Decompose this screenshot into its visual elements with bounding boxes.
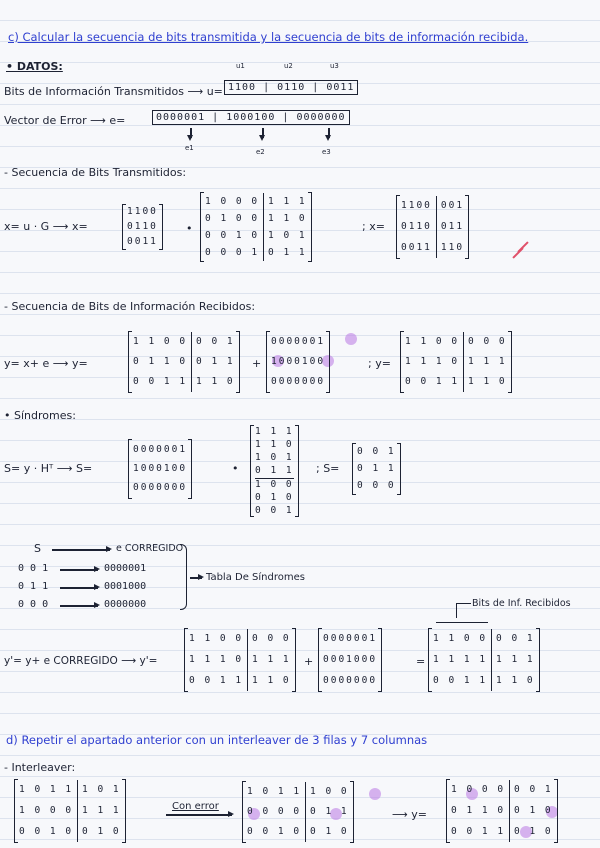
- matrix-row: 0000001: [271, 336, 326, 347]
- table-row-1-s: 0 0 1: [18, 563, 49, 574]
- syndrome-table-label: Tabla De Síndromes: [206, 572, 305, 583]
- y-matrix-2: [184, 629, 296, 691]
- matrix-row: 1 0 0: [310, 786, 349, 797]
- x-formula: x= u · G ⟶ x=: [4, 220, 88, 233]
- matrix-row: 1 1 1 1: [433, 653, 488, 665]
- matrix-row: 1 0 1 1: [19, 784, 74, 796]
- y-matrix: [400, 332, 512, 392]
- matrix-row: 1 0 1: [82, 784, 121, 796]
- e-block-1: 0000001: [156, 112, 206, 123]
- table-row-3-s: 0 0 0: [18, 599, 49, 610]
- received-info-bits-label: Bits de Inf. Recibidos: [472, 598, 571, 609]
- e-block-3: 0000000: [296, 112, 346, 123]
- matrix-row: 0000000: [323, 674, 378, 686]
- matrix-row: 0 0 1 0: [19, 825, 74, 837]
- s-equals: ; S=: [316, 462, 340, 475]
- equals-operator: =: [416, 655, 426, 668]
- matrix-row: 0 1 1: [255, 465, 294, 476]
- table-s-header: S: [34, 542, 41, 555]
- matrix-row: 1 1 0: [255, 439, 294, 450]
- table-row-2-e: 0001000: [104, 581, 147, 592]
- dot-operator: •: [232, 462, 239, 475]
- matrix-row: 0000001: [323, 633, 378, 645]
- matrix-row: 0 0 0 1: [205, 246, 260, 258]
- table-row-arrow: [60, 605, 98, 607]
- matrix-row: 1 0 1: [268, 229, 307, 241]
- dot-operator: •: [186, 222, 193, 235]
- section-c-title: c) Calcular la secuencia de bits transmitida y la secuencia de bits de información recibida.: [8, 30, 529, 44]
- table-label-arrow: [190, 577, 202, 579]
- plus-operator: +: [252, 357, 262, 370]
- matrix-row: 0 0 1 1: [189, 674, 244, 686]
- plus-operator: +: [304, 655, 314, 668]
- matrix-row: 1000100: [133, 462, 188, 474]
- matrix-row: 1000100: [271, 356, 326, 367]
- matrix-row: 0 0 1 1: [451, 825, 506, 837]
- matrix-row: 1 1 1: [252, 653, 291, 665]
- matrix-row: 0 0 1: [255, 505, 294, 516]
- matrix-row: 0 1 1 0: [451, 804, 506, 816]
- section-d-title: d) Repetir el apartado anterior con un interleaver de 3 filas y 7 columnas: [6, 733, 428, 747]
- with-error-arrow: [166, 814, 232, 816]
- matrix-row: 1 1 1: [268, 195, 307, 207]
- matrix-row: 1 1 1: [255, 426, 294, 437]
- matrix-row: 0 0 1 1: [133, 376, 188, 387]
- matrix-row: 0 1 1: [268, 246, 307, 258]
- matrix-row: 1 1 1 0: [405, 356, 460, 367]
- matrix-row: 1 1 1: [496, 653, 535, 665]
- s-result-matrix: [352, 444, 401, 494]
- table-row-arrow: [60, 587, 98, 589]
- matrix-row: 0110: [401, 220, 432, 232]
- u-block-1: 1100: [228, 82, 257, 93]
- interleaver-error-matrix: [242, 782, 354, 842]
- matrix-row: 1100: [401, 200, 432, 212]
- e3-label: e3: [322, 148, 331, 156]
- table-brace: [180, 544, 187, 610]
- matrix-row: 1 1 0 0: [189, 633, 244, 645]
- matrix-row: 0 0 0: [357, 479, 396, 491]
- matrix-row: 0 1 0: [514, 804, 553, 816]
- x-equals: ; x=: [362, 220, 385, 233]
- matrix-row: 0 0 1 0: [205, 229, 260, 241]
- matrix-row: 1 0 0 0: [205, 195, 260, 207]
- matrix-row: 001: [440, 200, 465, 212]
- matrix-row: 0 1 0: [310, 826, 349, 837]
- matrix-row: 0 1 0: [82, 825, 121, 837]
- matrix-row: 1 1 1: [82, 804, 121, 816]
- matrix-row: 0 1 1: [196, 356, 235, 367]
- e-vector: 0000001 | 1000100 | 0000000: [152, 110, 350, 125]
- u-vector: 1100 | 0110 | 0011: [224, 80, 358, 95]
- matrix-row: 1 1 0: [468, 376, 507, 387]
- matrix-row: 1 1 0 0: [133, 336, 188, 347]
- y-formula: y= x+ e ⟶ y=: [4, 357, 88, 370]
- table-row-2-s: 0 1 1: [18, 581, 49, 592]
- matrix-row: 1 1 0 0: [433, 633, 488, 645]
- matrix-row: 011: [440, 220, 465, 232]
- highlight-error-bit: [345, 333, 357, 345]
- table-row-arrow: [60, 569, 98, 571]
- error-vector-label: Vector de Error ⟶ e=: [4, 114, 126, 127]
- matrix-row: 0 1 0: [255, 492, 294, 503]
- interleaver-heading: - Interleaver:: [4, 761, 76, 774]
- h-transpose-matrix: [250, 426, 299, 516]
- matrix-row: 1 0 1: [255, 452, 294, 463]
- e2-label: e2: [256, 148, 265, 156]
- matrix-row: 1 0 0: [255, 479, 294, 490]
- e-block-2: 1000100: [226, 112, 276, 123]
- matrix-row: 1 1 1 0: [189, 653, 244, 665]
- datos-heading: • DATOS:: [6, 60, 63, 73]
- matrix-row: 0 0 1: [196, 336, 235, 347]
- syndromes-heading: • Síndromes:: [4, 409, 76, 422]
- matrix-row: 1 1 0: [252, 674, 291, 686]
- table-row-3-e: 0000000: [104, 599, 147, 610]
- received-heading: - Secuencia de Bits de Información Recibidos:: [4, 300, 256, 313]
- matrix-row: 0 1 0 0: [205, 212, 260, 224]
- matrix-row: 1 0 1 1: [247, 786, 302, 797]
- u3-label: u3: [330, 62, 339, 70]
- matrix-row: 1 0 0 0: [451, 784, 506, 796]
- e1-arrow: [190, 128, 192, 138]
- s-formula: S= y · Hᵀ ⟶ S=: [4, 462, 93, 475]
- matrix-row: 1 0 0 0: [19, 804, 74, 816]
- matrix-row: 0 1 0: [514, 825, 553, 837]
- matrix-row: 0110: [127, 220, 158, 232]
- matrix-row: 0 0 1: [514, 784, 553, 796]
- matrix-row: 1 1 0: [196, 376, 235, 387]
- matrix-row: 0 0 1 0: [247, 826, 302, 837]
- matrix-row: 0 0 0: [252, 633, 291, 645]
- u-block-3: 0011: [326, 82, 355, 93]
- e3-arrow: [328, 128, 330, 138]
- matrix-row: 0000000: [271, 376, 326, 387]
- matrix-row: 1 1 0 0: [405, 336, 460, 347]
- e2-arrow: [262, 128, 264, 138]
- transmitted-heading: - Secuencia de Bits Transmitidos:: [4, 166, 187, 179]
- table-row-1-e: 0000001: [104, 563, 147, 574]
- matrix-row: 0000001: [133, 443, 188, 455]
- x-matrix: [396, 196, 469, 258]
- matrix-row: 0 1 1 0: [133, 356, 188, 367]
- matrix-row: 0011: [127, 235, 158, 247]
- received-info-bracket: [456, 603, 471, 618]
- y-prime-formula: y'= y+ e CORREGIDO ⟶ y'=: [4, 655, 158, 667]
- matrix-row: 0011: [401, 241, 432, 253]
- matrix-row: 1 1 0: [496, 674, 535, 686]
- y-prime-matrix: [428, 629, 540, 691]
- x-matrix-2: [128, 332, 240, 392]
- u-block-2: 0110: [277, 82, 306, 93]
- matrix-row: 0001000: [323, 653, 378, 665]
- received-info-underline: [436, 622, 488, 623]
- matrix-row: 0 0 0: [468, 336, 507, 347]
- e1-label: e1: [185, 144, 194, 152]
- matrix-row: 0000000: [133, 482, 188, 494]
- y2-equals: ⟶ y=: [392, 808, 427, 821]
- matrix-row: 0 0 0 0: [247, 806, 302, 817]
- with-error-label: Con error: [172, 801, 219, 812]
- matrix-row: 110: [440, 241, 465, 253]
- matrix-row: 0 0 1: [496, 633, 535, 645]
- s-left-matrix: [128, 440, 192, 498]
- matrix-row: 0 0 1 1: [405, 376, 460, 387]
- e-corrected-matrix: [318, 629, 382, 691]
- highlight-error-bit: [369, 788, 381, 800]
- matrix-row: 1100: [127, 206, 158, 218]
- interleaver-matrix: [14, 780, 126, 842]
- e-matrix: [266, 332, 330, 392]
- u2-label: u2: [284, 62, 293, 70]
- y2-matrix: [446, 780, 558, 842]
- u-matrix: [122, 205, 163, 249]
- matrix-row: 1 1 0: [268, 212, 307, 224]
- matrix-row: 0 1 1: [357, 462, 396, 474]
- y-equals: ; y=: [368, 357, 391, 370]
- g-matrix: [200, 193, 312, 261]
- table-header-arrow: [52, 549, 110, 551]
- info-bits-label: Bits de Información Transmitidos ⟶ u=: [4, 85, 223, 98]
- u1-label: u1: [236, 62, 245, 70]
- matrix-row: 0 1 1: [310, 806, 349, 817]
- matrix-row: 0 0 1: [357, 446, 396, 458]
- matrix-row: 1 1 1: [468, 356, 507, 367]
- matrix-row: 0 0 1 1: [433, 674, 488, 686]
- table-e-header: e CORREGIDO: [116, 543, 184, 554]
